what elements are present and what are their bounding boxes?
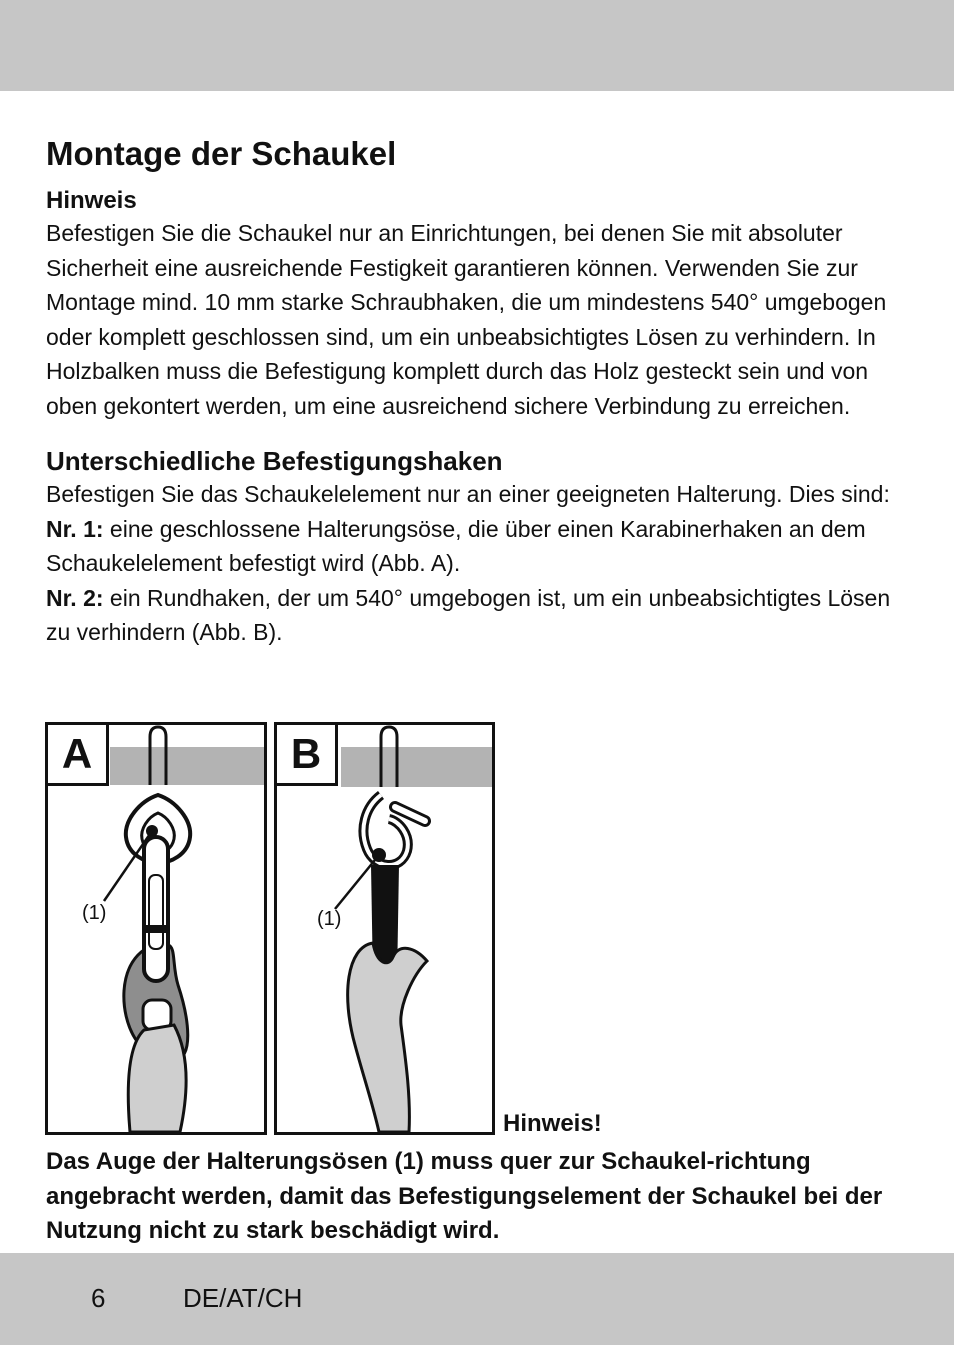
figure-a-letter: A bbox=[48, 725, 109, 786]
figure-b-callout: (1) bbox=[317, 908, 342, 930]
hook-item-2 bbox=[46, 581, 912, 650]
hooks-heading: Unterschiedliche Befestigungshaken bbox=[46, 446, 503, 476]
hook-item-1-text: eine geschlossene Halterungsöse, die über einen Karabinerhaken an dem Schaukelelement befestigt wird (Abb. A). bbox=[46, 515, 866, 576]
hook-item-1-label: Nr. 1: bbox=[46, 515, 104, 542]
hooks-intro: Befestigen Sie das Schaukelelement nur an einer geeigneten Halterung. Dies sind: bbox=[46, 481, 890, 507]
hinweis-text: Befestigen Sie die Schaukel nur an Einrichtungen, bei denen Sie mit absoluter Sicherheit eine ausreichende Festigkeit garantieren können. Verwenden Sie zur Montage mind. 10 mm starke Schraubhaken, die um mindestens 540° umgebogen oder komplett geschlossen sind, um ein unbeabsichtigtes Lösen zu verhindern. In Holzbalken muss die Befestigung komplett durch das Holz gesteckt sein und von oben gekontert werden, um eine ausreichend sichere Verbindung zu erreichen. bbox=[46, 220, 887, 419]
strap bbox=[348, 943, 427, 1132]
wood-beam bbox=[110, 747, 264, 785]
wood-beam bbox=[341, 747, 492, 787]
figure-b-letter: B bbox=[277, 725, 338, 786]
round-hook-illustration bbox=[277, 725, 492, 1132]
header-band bbox=[0, 0, 954, 91]
page-title: Montage der Schaukel bbox=[46, 135, 397, 172]
carabiner-illustration bbox=[48, 725, 264, 1132]
figure-a-callout: (1) bbox=[82, 902, 107, 924]
main-content bbox=[46, 132, 912, 650]
strap bbox=[128, 1025, 186, 1132]
hinweis-heading: Hinweis bbox=[46, 187, 137, 214]
note-text: Das Auge der Halterungsösen (1) muss quer zur Schaukel-richtung angebracht werden, damit das Befestigungselement der Schaukel bei der Nutzung nicht zu stark beschädigt wird. bbox=[46, 1148, 883, 1244]
hook-item-2-label: Nr. 2: bbox=[46, 584, 104, 611]
footer-locale: DE/AT/CH bbox=[183, 1283, 303, 1313]
hook-item-1 bbox=[46, 512, 912, 581]
footer-band bbox=[0, 1253, 954, 1345]
note-title: Hinweis! bbox=[503, 1110, 602, 1137]
hook-item-2-text: ein Rundhaken, der um 540° umgebogen ist, um ein unbeabsichtigtes Lösen zu verhindern (Abb. B). bbox=[46, 584, 891, 645]
figure-a bbox=[45, 722, 267, 1135]
page-number: 6 bbox=[91, 1283, 106, 1313]
figure-b bbox=[274, 722, 495, 1135]
